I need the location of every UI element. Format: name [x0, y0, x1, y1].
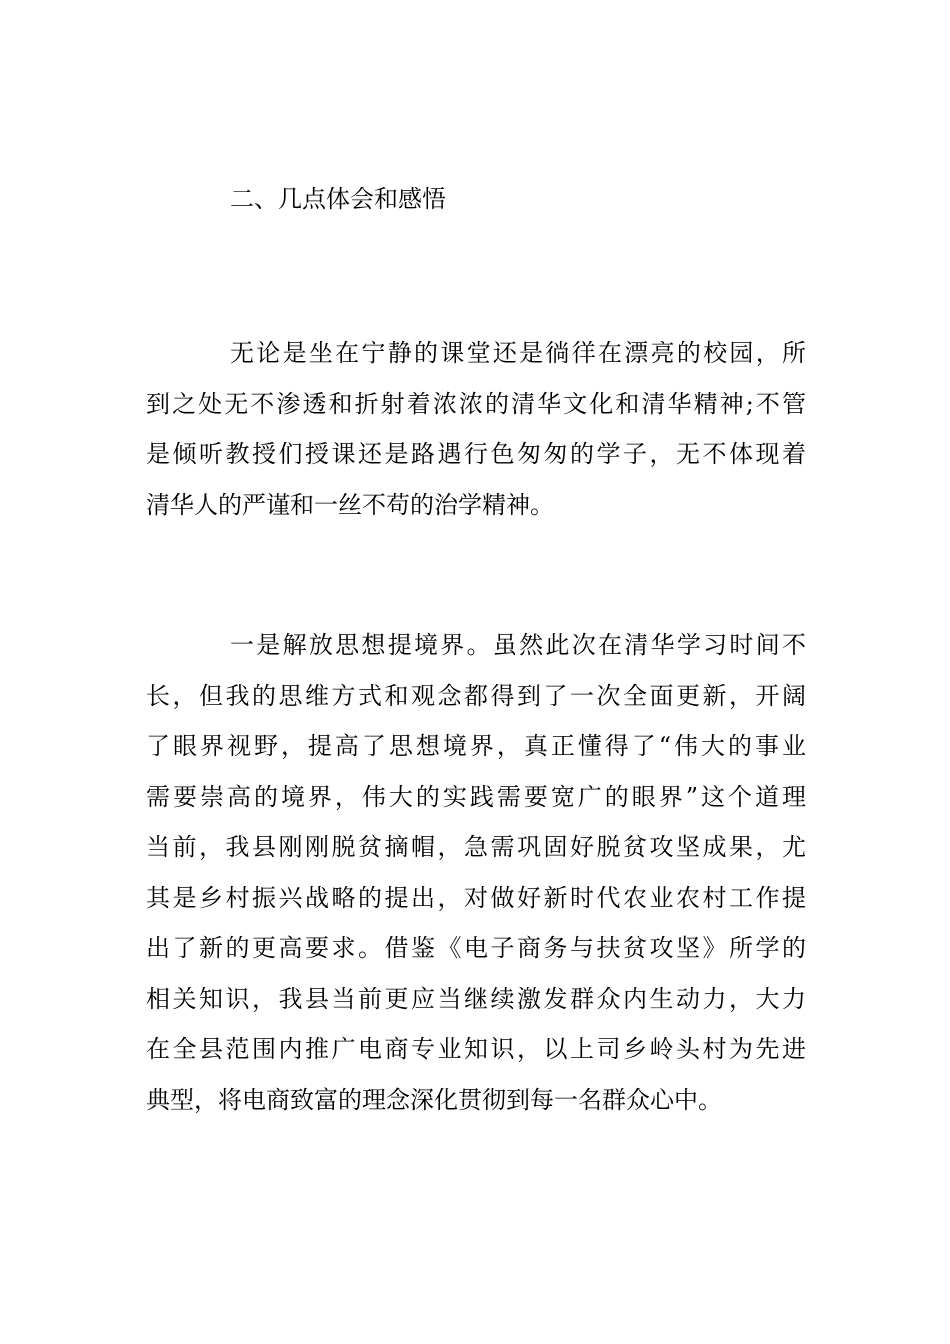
paragraph-line: 出了新的更高要求。借鉴《电子商务与扶贫攻坚》所学的 [146, 934, 806, 962]
paragraph-line: 一是解放思想提境界。虽然此次在清华学习时间不 [230, 631, 806, 659]
paragraph-line: 需要崇高的境界，伟大的实践需要宽广的眼界”这个道理 [146, 782, 806, 811]
paragraph-line: 其是乡村振兴战略的提出，对做好新时代农业农村工作提 [146, 883, 806, 912]
paragraph-line: 到之处无不渗透和折射着浓浓的清华文化和清华精神;不管 [146, 389, 806, 418]
paragraph-line: 长，但我的思维方式和观念都得到了一次全面更新，开阔 [146, 681, 806, 710]
section-heading: 二、几点体会和感悟 [230, 185, 446, 213]
paragraph-line: 无论是坐在宁静的课堂还是徜徉在漂亮的校园，所 [230, 339, 806, 367]
paragraph-emancipate-mind [146, 620, 806, 1125]
paragraph-line: 当前，我县刚刚脱贫摘帽，急需巩固好脱贫攻坚成果，尤 [146, 833, 806, 861]
paragraph-line: 相关知识，我县当前更应当继续激发群众内生动力，大力 [146, 984, 806, 1013]
paragraph-line: 清华人的严谨和一丝不苟的治学精神。 [146, 490, 554, 519]
paragraph-line: 在全县范围内推广电商专业知识，以上司乡岭头村为先进 [146, 1035, 806, 1063]
paragraph-line: 了眼界视野，提高了思想境界，真正懂得了“伟大的事业 [146, 732, 806, 760]
paragraph-line: 典型，将电商致富的理念深化贯彻到每一名群众心中。 [146, 1085, 722, 1114]
paragraph-reflection [146, 328, 806, 530]
paragraph-line: 是倾听教授们授课还是路遇行色匆匆的学子，无不体现着 [146, 440, 806, 468]
